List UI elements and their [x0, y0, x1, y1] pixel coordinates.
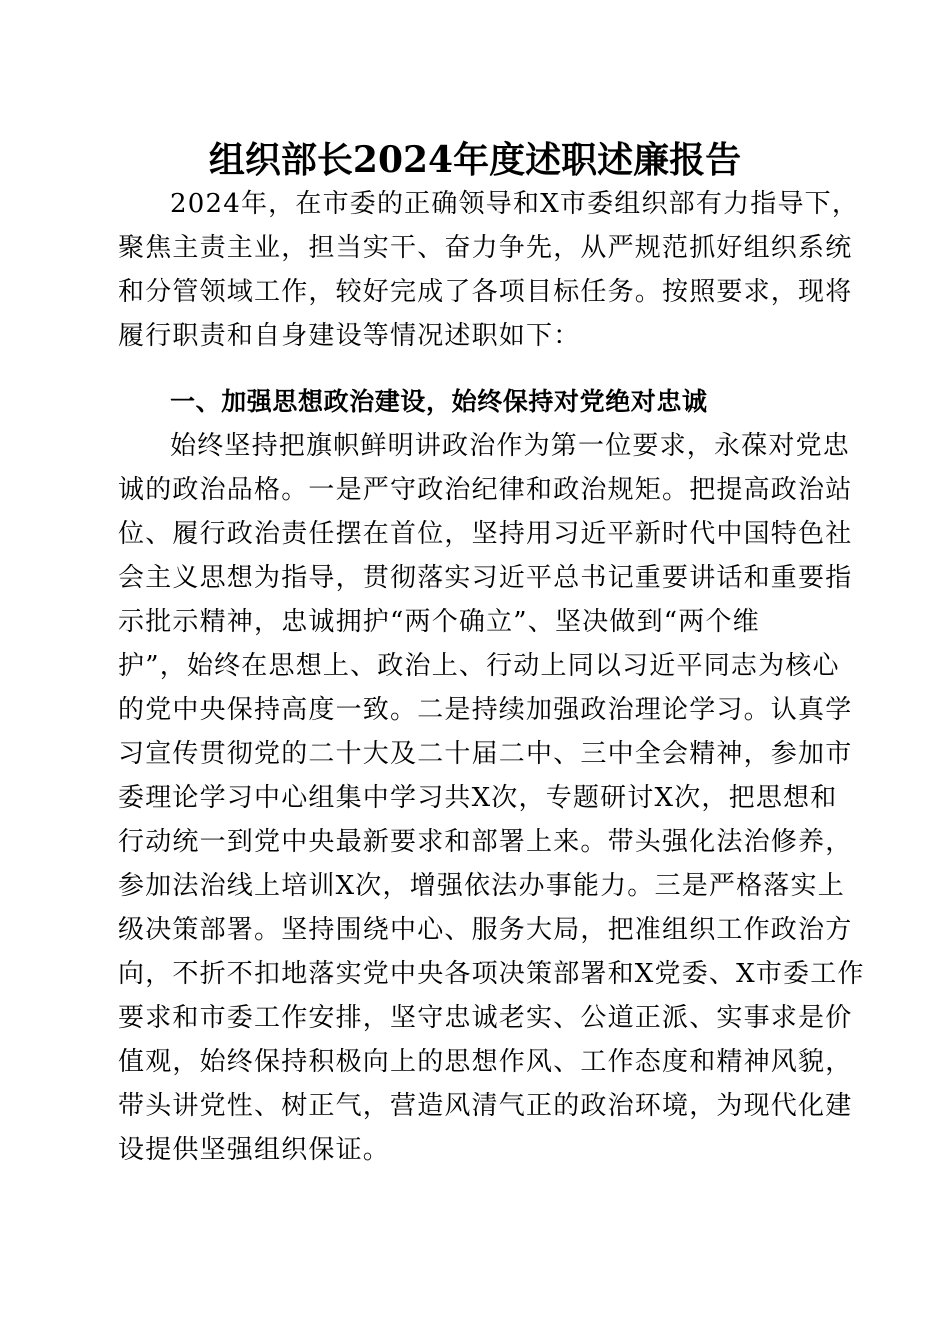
section-1-line-1: 始终坚持把旗帜鲜明讲政治作为第一位要求，永葆对党忠: [170, 431, 851, 461]
section-1-line-8: 习宣传贯彻党的二十大及二十届二中、三中全会精神，参加市: [118, 739, 853, 769]
section-1-line-17: 设提供坚强组织保证。: [118, 1135, 391, 1165]
section-1-line-16: 带头讲党性、树正气，营造风清气正的政治环境，为现代化建: [118, 1091, 853, 1121]
section-1-line-9: 委理论学习中心组集中学习共X次，专题研讨X次，把思想和: [118, 783, 838, 813]
section-1-line-14: 要求和市委工作安排，坚守忠诚老实、公道正派、实事求是价: [118, 1003, 853, 1033]
intro-line-4: 履行职责和自身建设等情况述职如下：: [118, 321, 581, 351]
section-1-line-12: 级决策部署。坚持围绕中心、服务大局，把准组织工作政治方: [118, 915, 853, 945]
section-1-line-7: 的党中央保持高度一致。二是持续加强政治理论学习。认真学: [118, 695, 853, 725]
section-1-line-4: 会主义思想为指导，贯彻落实习近平总书记重要讲话和重要指: [118, 563, 853, 593]
intro-line-3: 和分管领域工作，较好完成了各项目标任务。按照要求，现将: [118, 277, 853, 307]
section-1-line-15: 值观，始终保持积极向上的思想作风、工作态度和精神风貌，: [118, 1047, 853, 1077]
section-1-line-13: 向，不折不扣地落实党中央各项决策部署和X党委、X市委工作: [118, 959, 865, 989]
section-1-line-6: 护”，始终在思想上、政治上、行动上同以习近平同志为核心: [118, 651, 840, 681]
section-1-line-11: 参加法治线上培训X次，增强依法办事能力。三是严格落实上: [118, 871, 845, 901]
intro-line-1: 2024年，在市委的正确领导和X市委组织部有力指导下，: [170, 189, 860, 219]
section-1-line-3: 位、履行政治责任摆在首位，坚持用习近平新时代中国特色社: [118, 519, 853, 549]
section-1-line-2: 诚的政治品格。一是严守政治纪律和政治规矩。把提高政治站: [118, 475, 853, 505]
section-1-line-10: 行动统一到党中央最新要求和部署上来。带头强化法治修养，: [118, 827, 853, 857]
section-1-line-5: 示批示精神，忠诚拥护“两个确立”、坚决做到“两个维: [118, 607, 760, 637]
intro-line-2: 聚焦主责主业，担当实干、奋力争先，从严规范抓好组织系统: [118, 233, 853, 263]
section-1-heading: 一、加强思想政治建设，始终保持对党绝对忠诚: [170, 387, 708, 416]
document-title: 组织部长2024年度述职述廉报告: [208, 139, 742, 181]
